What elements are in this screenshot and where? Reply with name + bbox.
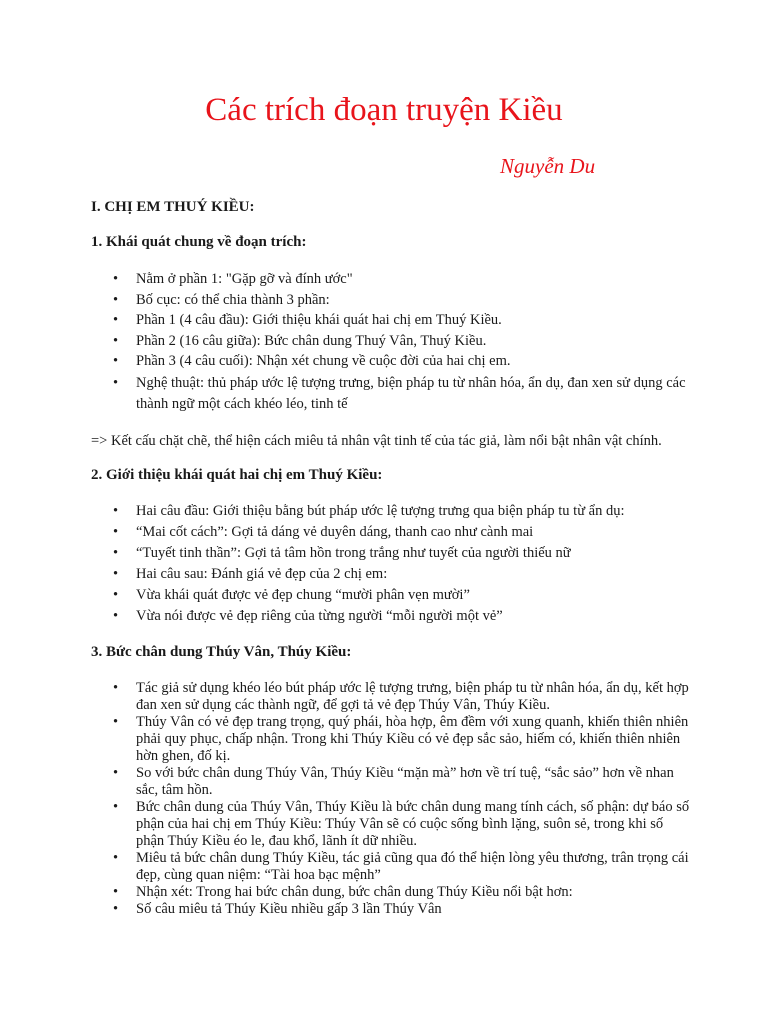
portrait-list — [91, 680, 691, 918]
list-item: • Thúy Vân có vẻ đẹp trang trọng, quý phái, hòa hợp, êm đềm với xung quanh, khiến thiên nhiên phải quy phục, chấp nhận. Trong khi Thúy Kiều có vẻ đẹp sắc sảo, hiếm có, khiến thiên nhiên hờn ghen, đố kị. — [91, 714, 691, 765]
list-item: • Phần 1 (4 câu đầu): Giới thiệu khái quát hai chị em Thuý Kiều. — [91, 311, 691, 329]
section-heading-chi-em-thuy-kieu: I. CHỊ EM THUÝ KIỀU: — [91, 199, 255, 215]
author-name: Nguyễn Du — [500, 154, 596, 178]
list-item: • Nhận xét: Trong hai bức chân dung, bức chân dung Thúy Kiều nổi bật hơn: — [91, 884, 691, 901]
list-item: • Nằm ở phần 1: "Gặp gỡ và đính ước" — [91, 270, 691, 288]
list-item: • Miêu tả bức chân dung Thúy Kiều, tác giả cũng qua đó thể hiện lòng yêu thương, trân trọng cái đẹp, cùng quan niệm: “Tài hoa bạc mệnh” — [91, 850, 691, 884]
subsection-heading-gioi-thieu: 2. Giới thiệu khái quát hai chị em Thuý Kiều: — [91, 467, 383, 483]
conclusion-paragraph: => Kết cấu chặt chẽ, thể hiện cách miêu tả nhân vật tinh tế của tác giả, làm nổi bật nhân vật chính. — [91, 433, 662, 449]
list-item: • Vừa khái quát được vẻ đẹp chung “mười phân vẹn mười” — [91, 586, 691, 604]
list-item: • Hai câu sau: Đánh giá vẻ đẹp của 2 chị em: — [91, 565, 691, 583]
list-item: • Bố cục: có thể chia thành 3 phần: — [91, 291, 691, 309]
list-item: • Phần 2 (16 câu giữa): Bức chân dung Thuý Vân, Thuý Kiều. — [91, 332, 691, 350]
list-item: • Số câu miêu tả Thúy Kiều nhiều gấp 3 lần Thúy Vân — [91, 901, 691, 918]
list-item: • Hai câu đầu: Giới thiệu bằng bút pháp ước lệ tượng trưng qua biện pháp tu từ ẩn dụ: — [91, 502, 691, 520]
list-item: • Nghệ thuật: thủ pháp ước lệ tượng trưng, biện pháp tu từ nhân hóa, ẩn dụ, đan xen sử dụng các thành ngữ một cách khéo léo, tinh tế — [91, 373, 691, 415]
list-item: • Tác giả sử dụng khéo léo bút pháp ước lệ tượng trưng, biện pháp tu từ nhân hóa, ẩn dụ, kết hợp đan xen sử dụng các thành ngữ, để gợi tả vẻ đẹp Thúy Vân, Thúy Kiều. — [91, 680, 691, 714]
subsection-heading-buc-chan-dung: 3. Bức chân dung Thúy Vân, Thúy Kiều: — [91, 644, 352, 660]
list-item: • “Tuyết tinh thần”: Gợi tả tâm hồn trong trắng như tuyết của người thiếu nữ — [91, 544, 691, 562]
list-item: • Vừa nói được vẻ đẹp riêng của từng người “mỗi người một vẻ” — [91, 607, 691, 625]
document-title: Các trích đoạn truyện Kiều — [205, 92, 563, 128]
list-item: • Phần 3 (4 câu cuối): Nhận xét chung về cuộc đời của hai chị em. — [91, 352, 691, 370]
list-item: • Bức chân dung của Thúy Vân, Thúy Kiều là bức chân dung mang tính cách, số phận: dự báo số phận của hai chị em Thúy Kiều: Thúy Vân sẽ có cuộc sống bình lặng, suôn sẻ, trong khi số phận Thúy Kiều éo le, đau khổ, lãnh ít dữ nhiều. — [91, 799, 691, 850]
introduction-list — [91, 502, 691, 628]
overview-list — [91, 270, 691, 417]
list-item: • So với bức chân dung Thúy Vân, Thúy Kiều “mặn mà” hơn về trí tuệ, “sắc sảo” hơn về nhan sắc, tâm hồn. — [91, 765, 691, 799]
subsection-heading-khai-quat: 1. Khái quát chung về đoạn trích: — [91, 234, 307, 250]
list-item: • “Mai cốt cách”: Gợi tả dáng vẻ duyên dáng, thanh cao như cành mai — [91, 523, 691, 541]
